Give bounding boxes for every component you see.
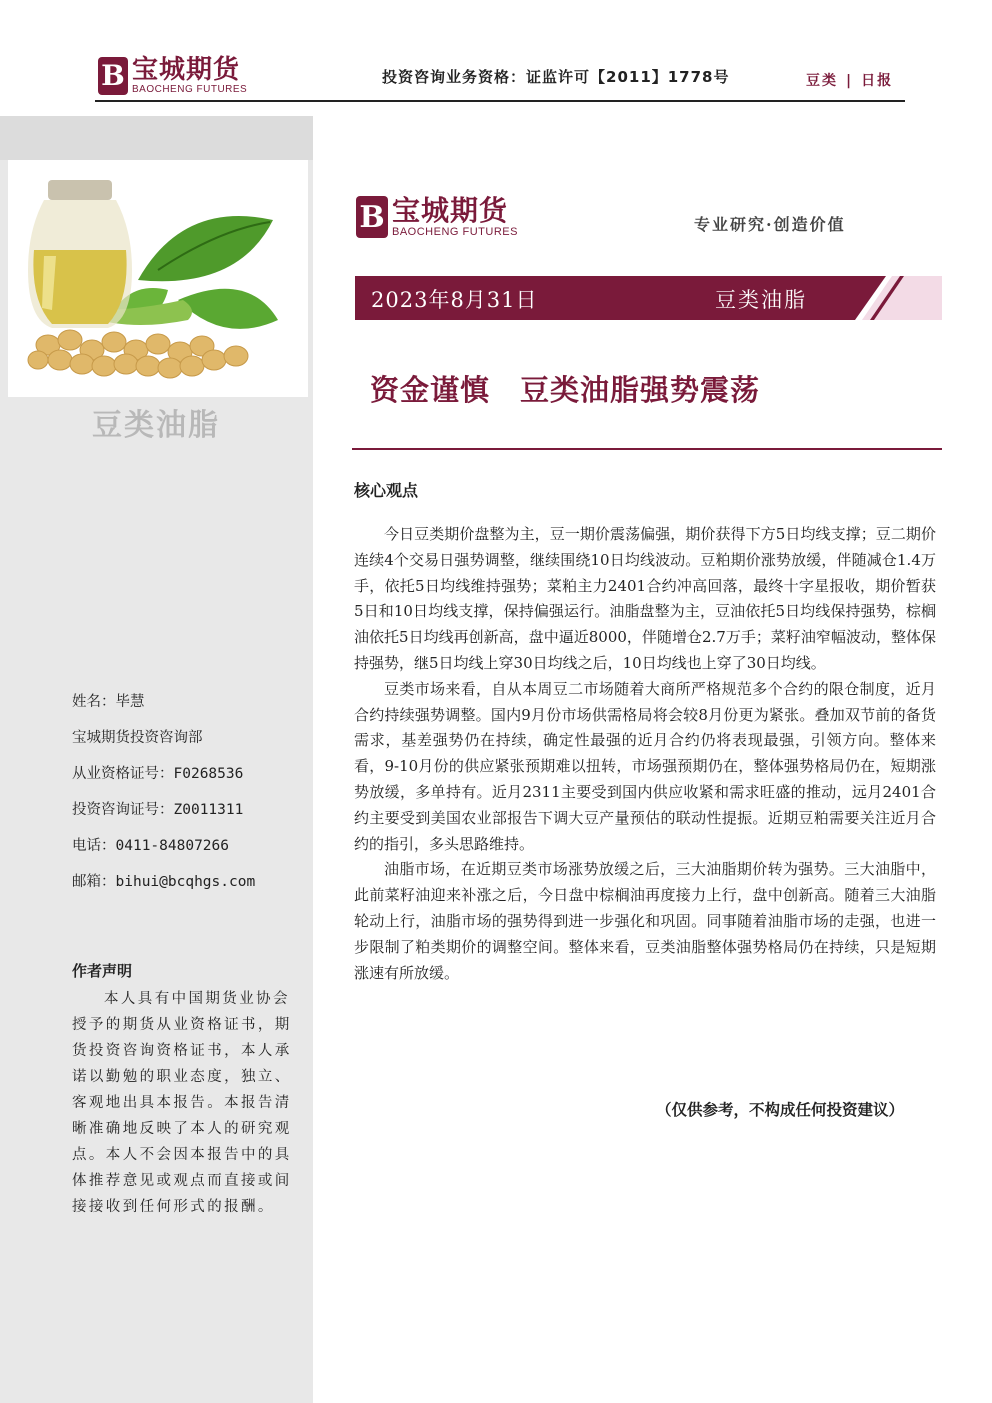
analyst-name: 姓名：毕慧	[72, 694, 145, 710]
product-photo	[8, 160, 308, 397]
disclaimer: （仅供参考，不构成任何投资建议）	[656, 1101, 905, 1119]
qualification-text: 投资咨询业务资格：证监许可【2011】1778号	[382, 68, 730, 86]
logo-name-en: BAOCHENG FUTURES	[392, 226, 518, 238]
logo-name-cn: 宝城期货	[132, 55, 241, 85]
logo-mark: B	[356, 196, 388, 238]
soybean-oil-illustration	[8, 160, 308, 397]
analyst-contact	[72, 690, 255, 906]
analyst-department: 宝城期货投资咨询部	[72, 730, 203, 746]
sidebar-title: 豆类油脂	[92, 408, 220, 443]
logo-name-en: BAOCHENG FUTURES	[132, 84, 248, 95]
analyst-email: 邮箱：bihui@bcqhgs.com	[72, 874, 256, 890]
slogan: 专业研究·创造价值	[694, 215, 846, 234]
report-body	[354, 522, 936, 986]
logo-name-cn: 宝城期货	[392, 194, 509, 227]
headline-part-2: 豆类油脂强势震荡	[520, 373, 761, 407]
tag-type: 日报	[861, 73, 894, 89]
body-paragraph: 油脂市场，在近期豆类市场涨势放缓之后，三大油脂期价转为强势。三大油脂中，此前菜籽油迎来补涨之后，今日盘中棕榈油再度接力上行，盘中创新高。随着三大油脂轮动上行，油脂市场的强势得到进一步强化和巩固。同事随着油脂市场的走强，也进一步限制了粕类期价的调整空间。整体来看，豆类油脂整体强势格局仍在持续，只是短期涨速有所放缓。	[354, 860, 936, 982]
logo-mark: B	[98, 57, 128, 95]
body-paragraph: 豆类市场来看，自从本周豆二市场随着大商所严格规范多个合约的限仓制度，近月合约持续强势调整。国内9月份市场供需格局将会较8月份更为紧张。叠加双节前的备货需求，基差强势仍在持续，确定性最强的近月合约仍将表现最强，引领方向。整体来看，9-10月份的供应紧张预期难以扭转，市场强预期仍在，整体强势格局仍在，短期涨势放缓，多单持有。近月2311主要受到国内供应收紧和需求旺盛的推动，远月2401合约主要受到美国农业部报告下调大豆产量预估的联动性提振。近期豆粕需要关注近月合约的指引，多头思路维持。	[354, 679, 936, 853]
headline-divider	[352, 448, 942, 450]
tag-separator: |	[846, 73, 854, 89]
sidebar-top-band	[0, 116, 313, 160]
header-divider	[95, 100, 905, 102]
analyst-phone: 电话：0411-84807266	[72, 838, 229, 854]
tag-category: 豆类	[806, 73, 838, 89]
report-banner	[355, 276, 855, 320]
body-paragraph: 今日豆类期价盘整为主，豆一期价震荡偏强，期价获得下方5日均线支撑；豆二期价连续4个交易日强势调整，继续围绕10日均线波动。豆粕期价涨势放缓，伴随减仓1.4万手，依托5日均线维持强势；菜粕主力2401合约冲高回落，最终十字星报收，期价暂获5日和10日均线支撑，保持偏强运行。油脂盘整为主，豆油依托5日均线保持强势，棕榈油依托5日均线再创新高，盘中逼近8000，伴随增仓2.7万手；菜籽油窄幅波动，整体保持强势，继5日均线上穿30日均线之后，10日均线也上穿了30日均线。	[354, 525, 936, 672]
report-category: 豆类油脂	[715, 288, 807, 312]
analyst-consult-license: 投资咨询证号：Z0011311	[72, 802, 244, 818]
report-date: 2023年8月31日	[371, 288, 538, 312]
header-tags	[806, 70, 893, 90]
headline-part-1: 资金谨慎	[370, 373, 491, 407]
declaration-text: 本人具有中国期货业协会授予的期货从业资格证书，期货投资咨询资格证书，本人承诺以勤勉的职业态度，独立、客观地出具本报告。本报告清晰准确地反映了本人的研究观点。本人不会因本报告中的具体推荐意见或观点而直接或间接接收到任何形式的报酬。	[72, 991, 292, 1215]
banner-stripes	[840, 276, 942, 320]
header-logo	[98, 56, 247, 95]
core-view-title: 核心观点	[354, 481, 419, 500]
main-logo	[356, 196, 518, 238]
analyst-license: 从业资格证号：F0268536	[72, 766, 244, 782]
headline	[370, 368, 760, 409]
declaration-title: 作者声明	[72, 962, 133, 980]
